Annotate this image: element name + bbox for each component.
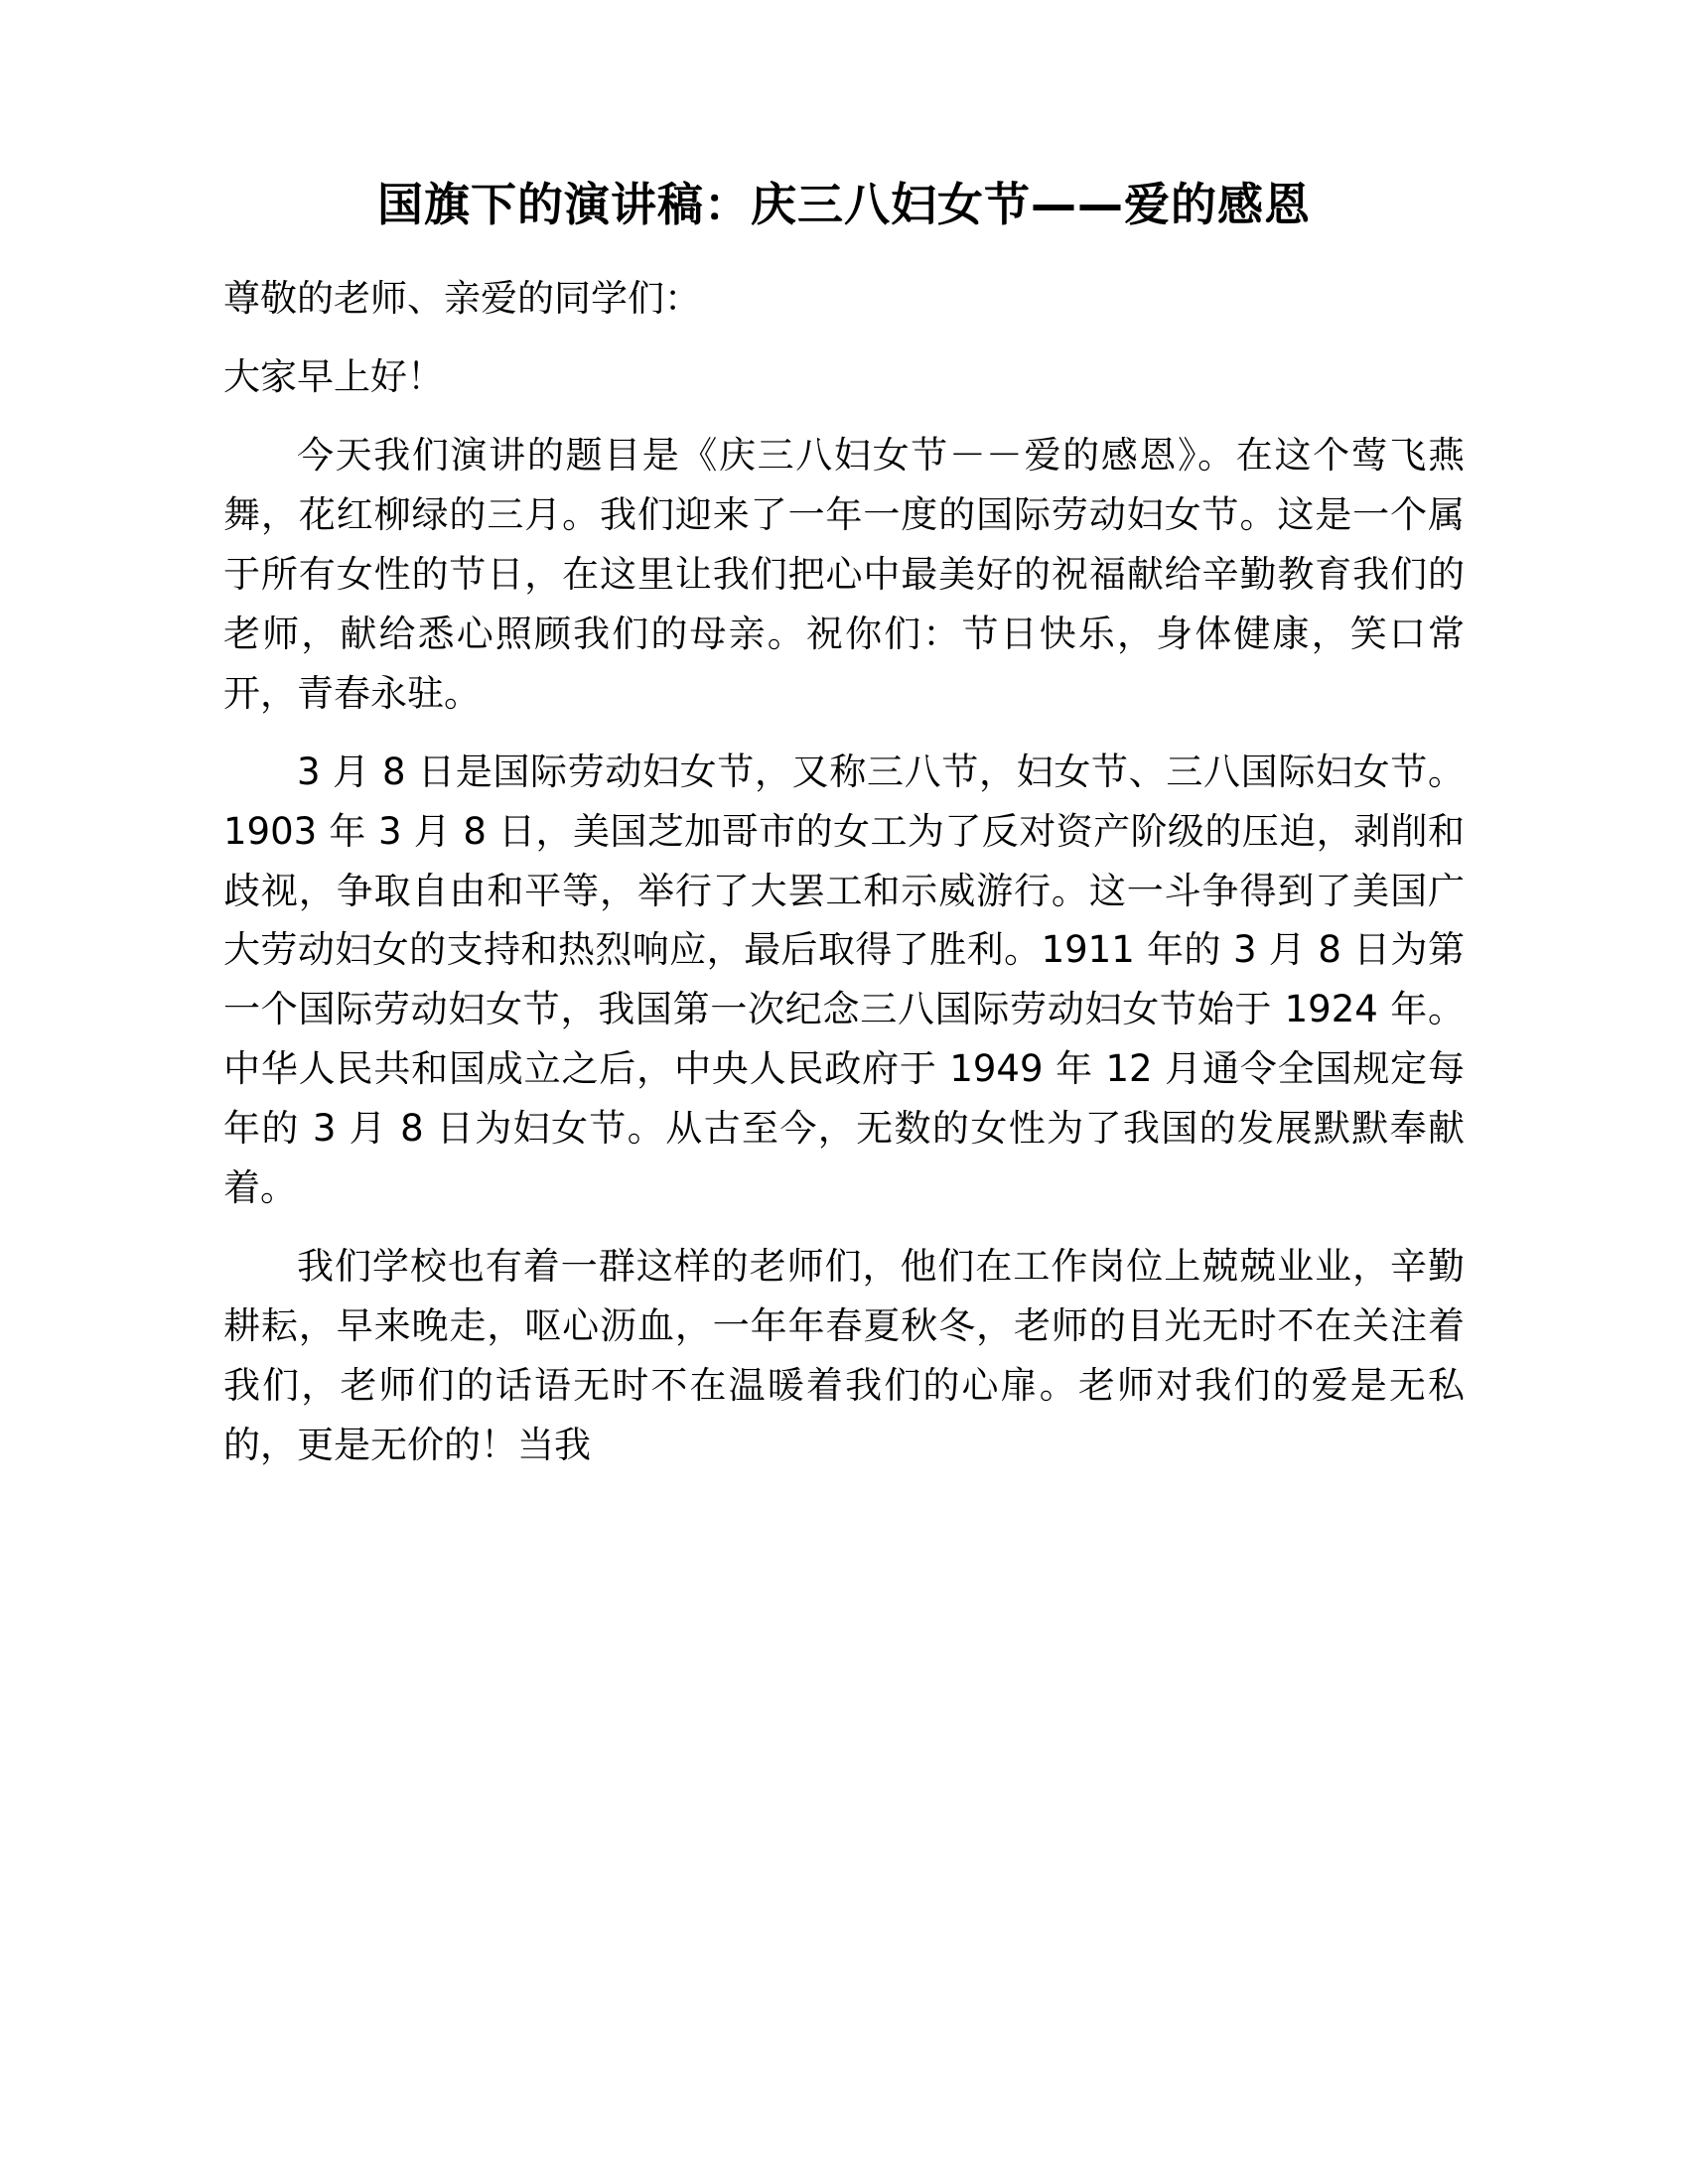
- paragraph-teachers: 我们学校也有着一群这样的老师们，他们在工作岗位上兢兢业业，辛勤耕耘，早来晚走，呕心沥血，一年年春夏秋冬，老师的目光无时不在关注着我们，老师们的话语无时不在温暖着我们的心扉。老师对我们的爱是无私的，更是无价的！当我: [223, 1245, 1465, 1466]
- paragraph-history: 3 月 8 日是国际劳动妇女节，又称三八节，妇女节、三八国际妇女节。1903 年 3 月 8 日，美国芝加哥市的女工为了反对资产阶级的压迫，剥削和歧视，争取自由和平等，举行了大罢工和示威游行。这一斗争得到了美国广大劳动妇女的支持和热烈响应，最后取得了胜利。1911 年的 3 月 8 日为第一个国际劳动妇女节，我国第一次纪念三八国际劳动妇女节始于 1924 年。中华人民共和国成立之后，中央人民政府于 1949 年 12 月通令全国规定每年的 3 月 8 日为妇女节。从古至今，无数的女性为了我国的发展默默奉献着。: [223, 750, 1465, 1210]
- paragraph-intro: 今天我们演讲的题目是《庆三八妇女节－－爱的感恩》。在这个莺飞燕舞，花红柳绿的三月。我们迎来了一年一度的国际劳动妇女节。这是一个属于所有女性的节日，在这里让我们把心中最美好的祝福献给辛勤教育我们的老师，献给悉心照顾我们的母亲。祝你们：节日快乐，身体健康，笑口常开，青春永驻。: [223, 433, 1465, 715]
- paragraph-salutation: 尊敬的老师、亲爱的同学们：: [223, 277, 701, 321]
- page-title: 国旗下的演讲稿：庆三八妇女节——爱的感恩: [377, 178, 1311, 231]
- paragraph-greeting: 大家早上好！: [223, 355, 444, 399]
